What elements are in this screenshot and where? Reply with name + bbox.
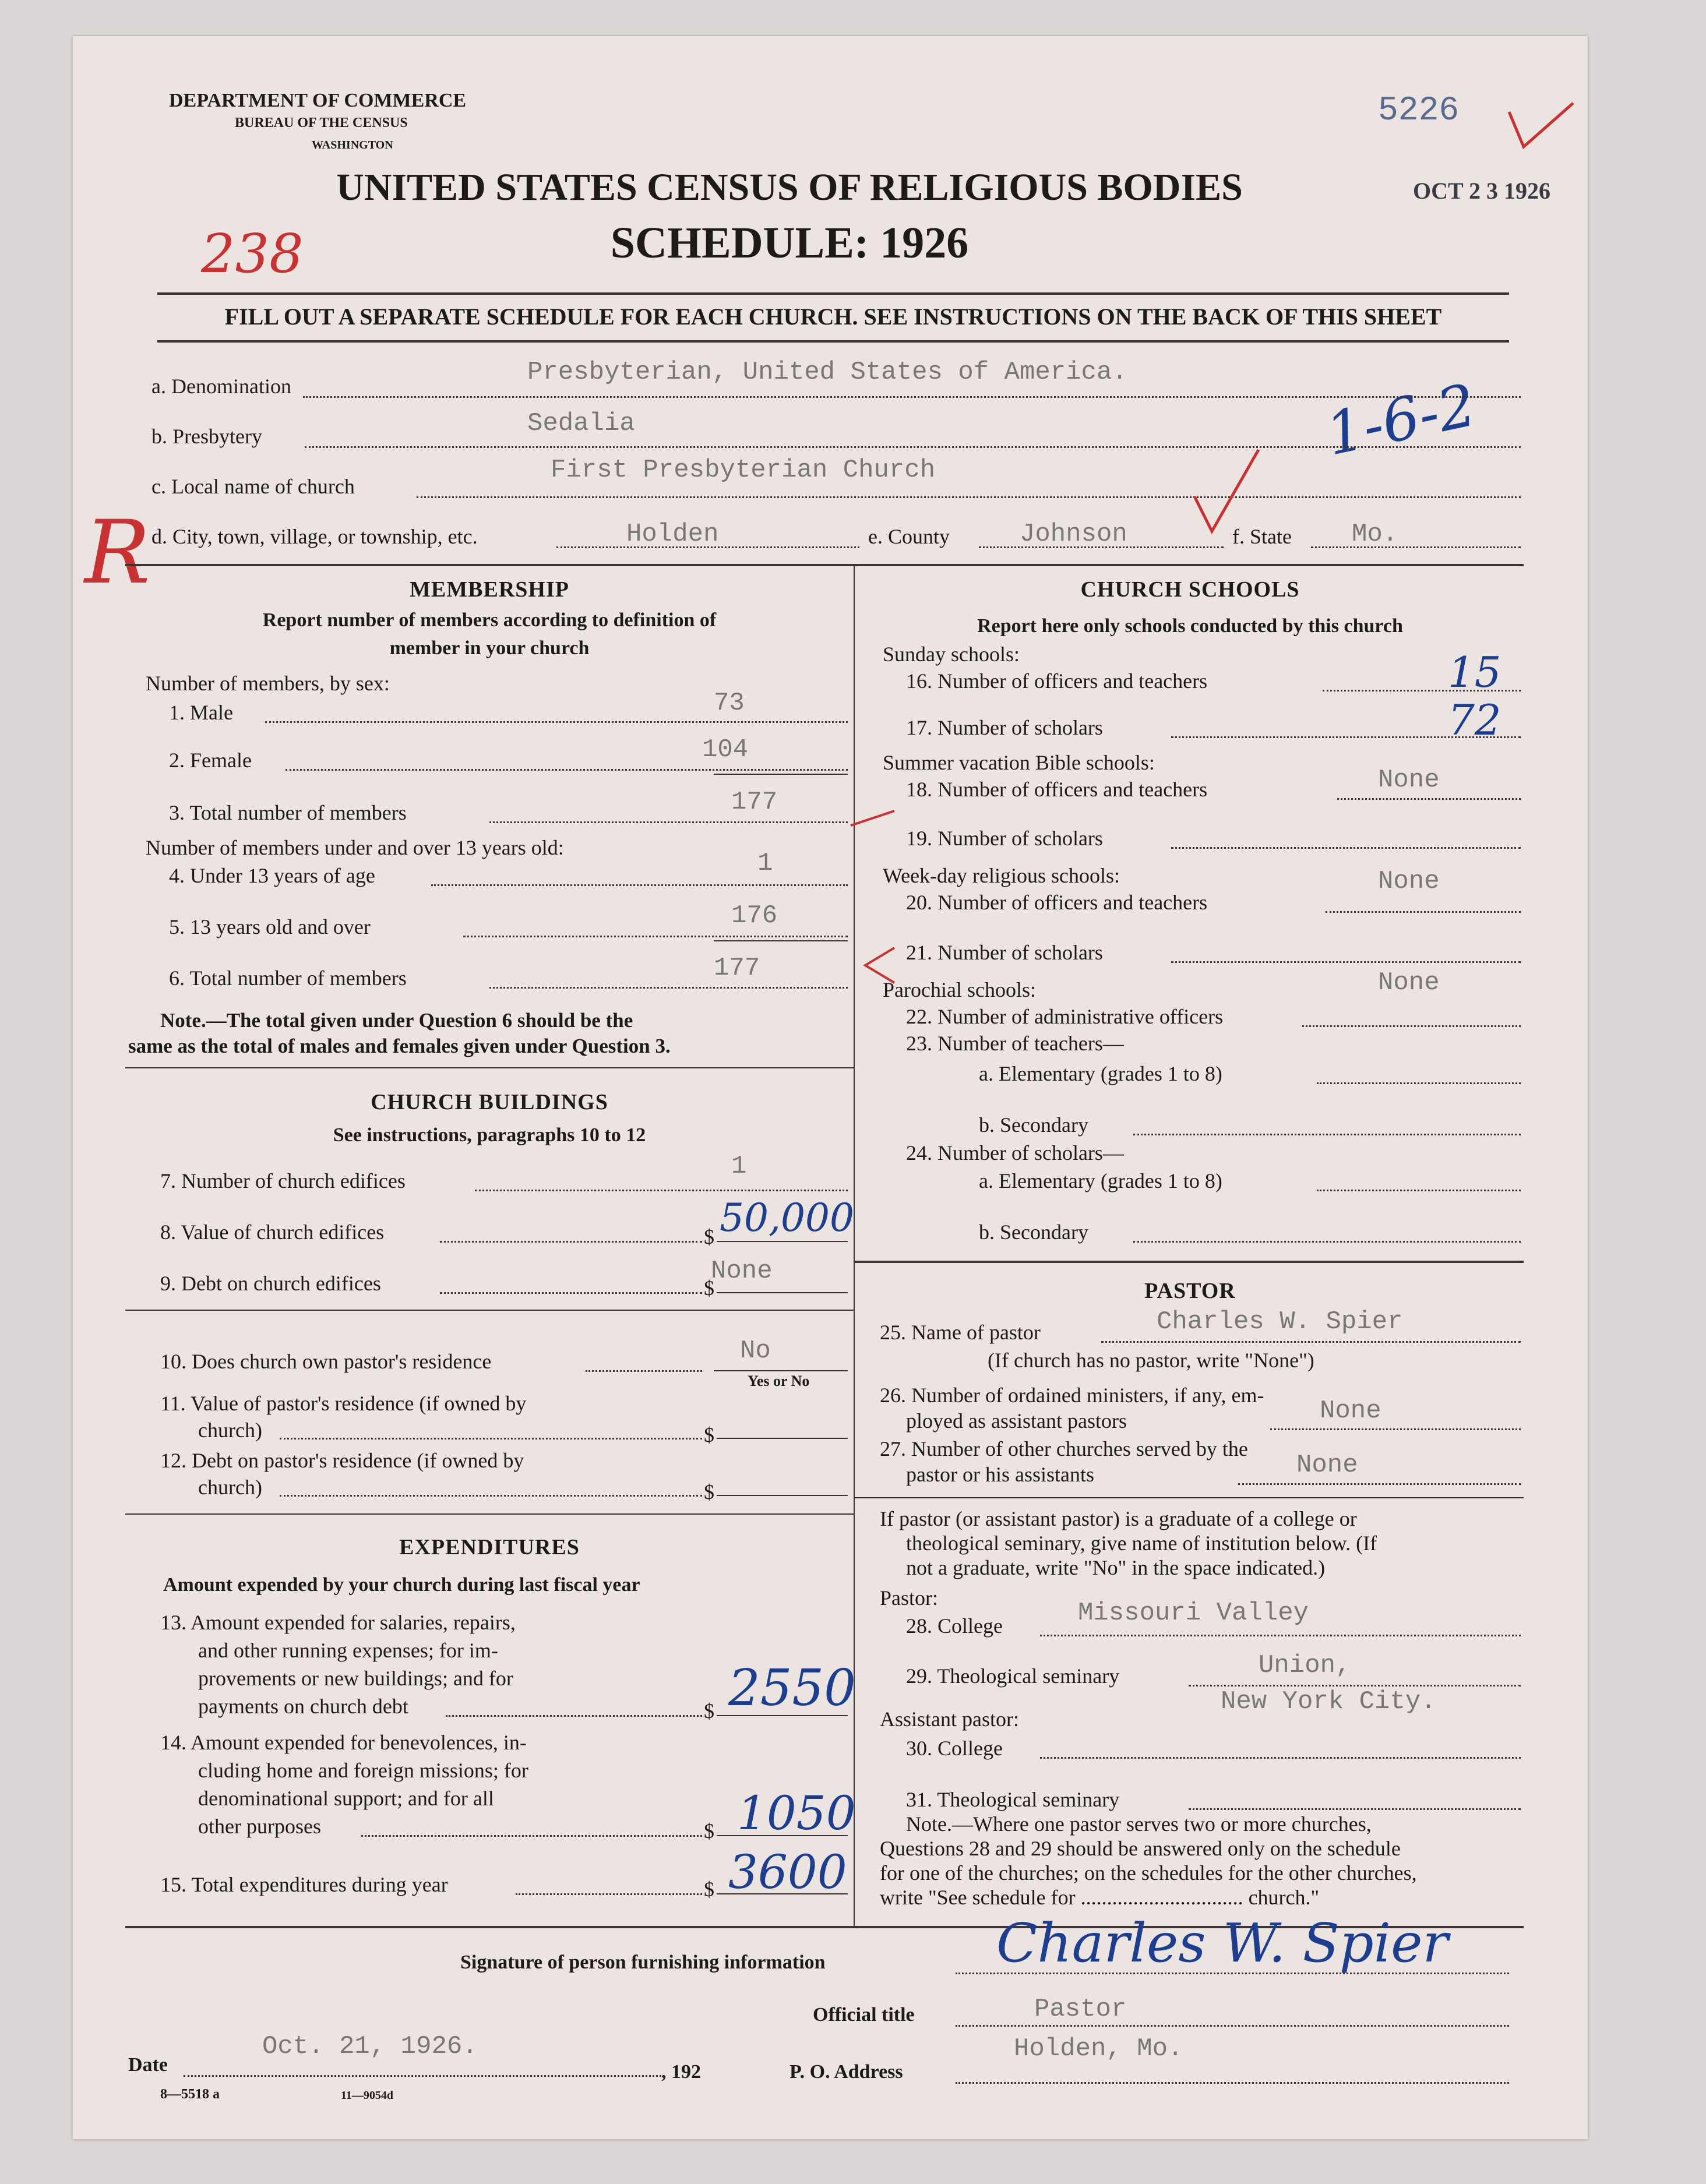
female-value: 104 (702, 735, 749, 764)
church-buildings-subheading: See instructions, paragraphs 10 to 12 (333, 1124, 646, 1146)
graduate-instructions-line2: theological seminary, give name of institution below. (If (906, 1532, 1377, 1555)
assistant-pastor-subheading: Assistant pastor: (880, 1707, 1019, 1731)
rule (125, 1310, 854, 1311)
stamp-number: 5226 (1378, 92, 1460, 130)
dollar-sign: $ (704, 1878, 714, 1901)
seminary-value-line1: Union, (1259, 1651, 1351, 1680)
schedule-title: SCHEDULE: 1926 (610, 218, 969, 267)
rule (125, 1513, 854, 1515)
sum-rule (714, 940, 848, 941)
edifice-debt-value: None (711, 1257, 773, 1286)
sunday-scholars-value: 72 (1448, 696, 1501, 745)
q24a-label: a. Elementary (grades 1 to 8) (979, 1169, 1222, 1192)
weekday-schools-label: Week-day religious schools: (883, 864, 1120, 887)
fill-line (1270, 1428, 1521, 1430)
q26-label-line1: 26. Number of ordained ministers, if any, em- (880, 1384, 1264, 1407)
q6-label: 6. Total number of members (169, 966, 407, 990)
fill-line (956, 2025, 1509, 2027)
presbytery-label: b. Presbytery (151, 425, 262, 448)
fill-line (280, 1495, 702, 1497)
year-prefix: , 192 (661, 2061, 701, 2083)
handwritten-code: 1-6-2 (1320, 371, 1482, 469)
q23-label: 23. Number of teachers— (906, 1032, 1124, 1055)
dollar-sign: $ (704, 1699, 714, 1723)
q18-label: 18. Number of officers and teachers (906, 778, 1208, 801)
q17-label: 17. Number of scholars (906, 716, 1103, 739)
parochial-value: None (1378, 968, 1440, 997)
membership-subheading-2: member in your church (389, 637, 590, 659)
fill-line (717, 1292, 848, 1293)
q14-label-line1: 14. Amount expended for benevolences, in- (160, 1731, 527, 1754)
county-value: Johnson (1020, 520, 1127, 549)
q12-label-line2: church) (198, 1476, 262, 1499)
membership-note-1: Note.—The total given under Question 6 should be the (160, 1009, 633, 1032)
membership-note-2: same as the total of males and females given under Question 3. (128, 1035, 671, 1057)
total-expenditures-value: 3600 (728, 1845, 847, 1899)
fill-line (440, 1241, 702, 1243)
q24-label: 24. Number of scholars— (906, 1141, 1124, 1165)
fill-line (1171, 847, 1521, 849)
q25-label: 25. Name of pastor (880, 1321, 1041, 1344)
q4-label: 4. Under 13 years of age (169, 864, 375, 887)
parochial-schools-label: Parochial schools: (883, 978, 1036, 1001)
official-title-label: Official title (813, 2004, 915, 2026)
census-schedule-sheet (73, 36, 1588, 2139)
q1-label: 1. Male (169, 701, 233, 724)
members-by-sex-label: Number of members, by sex: (146, 672, 390, 695)
county-label: e. County (868, 525, 950, 548)
print-number: 11—9054d (341, 2089, 394, 2102)
benevolences-value: 1050 (737, 1786, 856, 1840)
q27-label-line2: pastor or his assistants (906, 1463, 1094, 1486)
fill-line (586, 1370, 702, 1372)
fill-line (1189, 1808, 1521, 1810)
fill-line (1337, 798, 1521, 800)
q13-label-line3: provements or new buildings; and for (198, 1667, 513, 1690)
q23b-label: b. Secondary (979, 1113, 1088, 1137)
instructions-banner: FILL OUT A SEPARATE SCHEDULE FOR EACH CHURCH. SEE INSTRUCTIONS ON THE BACK OF THIS SHEET (224, 304, 1442, 330)
fill-line (440, 1292, 702, 1294)
form-number: 8—5518 a (160, 2087, 220, 2102)
fill-line (1171, 961, 1521, 963)
fill-line (489, 821, 848, 823)
male-value: 73 (714, 689, 745, 718)
q22-label: 22. Number of administrative officers (906, 1005, 1224, 1028)
fill-line (265, 721, 848, 723)
date-value: Oct. 21, 1926. (262, 2032, 478, 2061)
graduate-instructions-line3: not a graduate, write "No" in the space indicated.) (906, 1556, 1326, 1579)
signature-label: Signature of person furnishing information (460, 1952, 826, 1973)
fill-line (717, 1438, 848, 1439)
q31-label: 31. Theological seminary (906, 1788, 1120, 1811)
q25-note: (If church has no pastor, write "None") (988, 1349, 1314, 1372)
edifice-value-value: 50,000 (720, 1195, 854, 1240)
q13-label-line4: payments on church debt (198, 1695, 408, 1718)
fill-line (417, 496, 1521, 498)
church-name-label: c. Local name of church (151, 475, 355, 498)
department-heading: DEPARTMENT OF COMMERCE (169, 90, 467, 111)
assistant-pastors-value: None (1320, 1396, 1381, 1426)
q2-label: 2. Female (169, 749, 252, 772)
pastor-name-value: Charles W. Spier (1157, 1307, 1403, 1336)
form-title: UNITED STATES CENSUS OF RELIGIOUS BODIES (336, 166, 1243, 209)
date-label: Date (128, 2054, 168, 2076)
q14-label-line4: other purposes (198, 1815, 321, 1838)
fill-line (1311, 546, 1521, 548)
total-members-by-age-value: 177 (714, 954, 760, 983)
official-title-value: Pastor (1034, 1995, 1127, 2024)
sunday-officers-value: 15 (1448, 648, 1501, 697)
church-schools-subheading: Report here only schools conducted by this church (977, 615, 1403, 637)
pastor-signature: Charles W. Spier (996, 1912, 1448, 1974)
other-churches-value: None (1296, 1451, 1358, 1480)
rule (854, 1261, 1524, 1263)
rule (157, 340, 1509, 343)
city-label: d. City, town, village, or township, etc. (151, 525, 478, 548)
church-name-value: First Presbyterian Church (551, 456, 936, 485)
check-mark-icon (1192, 444, 1261, 537)
fill-line (1133, 1241, 1521, 1243)
rule (157, 292, 1509, 295)
q14-label-line2: cluding home and foreign missions; for (198, 1759, 528, 1782)
q30-label: 30. College (906, 1737, 1003, 1760)
city-value: Holden (626, 520, 719, 549)
fill-line (303, 396, 1521, 398)
under-13-value: 1 (757, 849, 773, 878)
owns-residence-value: No (740, 1336, 771, 1366)
fill-line (489, 987, 848, 989)
weekday-officers-value: None (1378, 867, 1440, 896)
q28-label: 28. College (906, 1614, 1003, 1638)
members-by-age-label: Number of members under and over 13 years old: (146, 836, 564, 859)
po-address-value: Holden, Mo. (1014, 2034, 1183, 2063)
q16-label: 16. Number of officers and teachers (906, 669, 1208, 693)
total-members-value: 177 (731, 788, 778, 817)
received-date-stamp: OCT 2 3 1926 (1413, 178, 1550, 204)
rule (854, 1497, 1524, 1498)
fill-line (516, 1893, 702, 1895)
fill-line (717, 1495, 848, 1496)
q29-label: 29. Theological seminary (906, 1664, 1120, 1688)
fill-line (285, 769, 848, 771)
summer-officers-value: None (1378, 765, 1440, 795)
fill-line (463, 936, 848, 937)
q8-label: 8. Value of church edifices (160, 1220, 385, 1244)
fill-line (1189, 1685, 1521, 1686)
yes-or-no-caption: Yes or No (748, 1373, 810, 1389)
fill-line (475, 1190, 848, 1191)
pastor-note-line2: Questions 28 and 29 should be answered only on the schedule (880, 1837, 1401, 1860)
rule (125, 564, 1524, 566)
presbytery-value: Sedalia (527, 409, 635, 438)
q9-label: 9. Debt on church edifices (160, 1272, 381, 1295)
q11-label-line2: church) (198, 1419, 262, 1442)
check-mark-icon (1506, 94, 1576, 153)
expenditures-subheading: Amount expended by your church during last fiscal year (163, 1574, 640, 1596)
washington-heading: WASHINGTON (312, 139, 393, 151)
q24b-label: b. Secondary (979, 1220, 1088, 1244)
fill-line (1317, 1082, 1521, 1084)
handwritten-number: 238 (201, 223, 304, 285)
fill-line (717, 1241, 848, 1242)
fill-line (305, 446, 1521, 448)
denomination-value: Presbyterian, United States of America. (527, 358, 1127, 387)
edifices-value: 1 (731, 1152, 747, 1181)
over-13-value: 176 (731, 901, 778, 930)
q20-label: 20. Number of officers and teachers (906, 891, 1208, 914)
column-divider (854, 565, 855, 1928)
fill-line (1101, 1341, 1521, 1343)
fill-line (1133, 1134, 1521, 1135)
church-schools-heading: CHURCH SCHOOLS (1080, 577, 1300, 602)
graduate-instructions-line1: If pastor (or assistant pastor) is a graduate of a college or (880, 1507, 1357, 1530)
pastor-note-line4: write "See schedule for ............................... church." (880, 1886, 1320, 1909)
membership-subheading-1: Report number of members according to definition of (262, 609, 717, 631)
q13-label-line2: and other running expenses; for im- (198, 1639, 498, 1662)
fill-line (1040, 1757, 1521, 1759)
fill-line (1326, 911, 1521, 913)
q10-label: 10. Does church own pastor's residence (160, 1350, 492, 1373)
pastor-note-line1: Note.—Where one pastor serves two or more churches, (906, 1812, 1372, 1836)
handwritten-r-mark: R (84, 502, 150, 604)
q13-label-line1: 13. Amount expended for salaries, repairs, (160, 1611, 516, 1634)
church-buildings-heading: CHURCH BUILDINGS (371, 1090, 608, 1114)
q15-label: 15. Total expenditures during year (160, 1873, 448, 1896)
fill-line (446, 1715, 702, 1717)
q21-label: 21. Number of scholars (906, 941, 1103, 964)
running-expenses-value: 2550 (728, 1659, 856, 1717)
fill-line (361, 1835, 702, 1837)
fill-line (1040, 1635, 1521, 1636)
pastor-subheading: Pastor: (880, 1586, 939, 1610)
seminary-value-line2: New York City. (1221, 1687, 1436, 1716)
expenditures-heading: EXPENDITURES (399, 1535, 580, 1560)
q5-label: 5. 13 years old and over (169, 915, 371, 938)
dollar-sign: $ (704, 1225, 714, 1248)
pastor-note-line3: for one of the churches; on the schedules for the other churches, (880, 1861, 1417, 1885)
sunday-schools-label: Sunday schools: (883, 643, 1020, 666)
fill-line (280, 1438, 702, 1439)
fill-line (1317, 1190, 1521, 1191)
dollar-sign: $ (704, 1423, 714, 1446)
sum-rule (714, 774, 848, 775)
fill-line (184, 2075, 661, 2077)
q3-label: 3. Total number of members (169, 801, 407, 824)
q12-label-line1: 12. Debt on pastor's residence (if owned by (160, 1449, 524, 1472)
q14-label-line3: denominational support; and for all (198, 1787, 494, 1810)
dollar-sign: $ (704, 1480, 714, 1504)
dollar-sign: $ (704, 1819, 714, 1843)
college-value: Missouri Valley (1078, 1599, 1309, 1628)
fill-line (714, 1370, 848, 1371)
fill-line (956, 2082, 1509, 2084)
q26-label-line2: ployed as assistant pastors (906, 1409, 1127, 1433)
q19-label: 19. Number of scholars (906, 827, 1103, 850)
q23a-label: a. Elementary (grades 1 to 8) (979, 1062, 1222, 1085)
bureau-heading: BUREAU OF THE CENSUS (235, 115, 408, 130)
denomination-label: a. Denomination (151, 375, 291, 398)
state-value: Mo. (1352, 520, 1398, 549)
q7-label: 7. Number of church edifices (160, 1169, 406, 1192)
q27-label-line1: 27. Number of other churches served by the (880, 1437, 1248, 1460)
state-label: f. State (1232, 525, 1292, 548)
pastor-heading: PASTOR (1144, 1279, 1236, 1303)
fill-line (1302, 1025, 1521, 1027)
membership-heading: MEMBERSHIP (410, 577, 569, 602)
dollar-sign: $ (704, 1276, 714, 1300)
po-address-label: P. O. Address (789, 2061, 903, 2083)
rule (125, 1067, 854, 1068)
fill-line (431, 884, 848, 886)
q11-label-line1: 11. Value of pastor's residence (if owned by (160, 1392, 527, 1415)
summer-schools-label: Summer vacation Bible schools: (883, 751, 1155, 774)
check-mark-icon (848, 805, 900, 834)
fill-line (1238, 1483, 1521, 1485)
